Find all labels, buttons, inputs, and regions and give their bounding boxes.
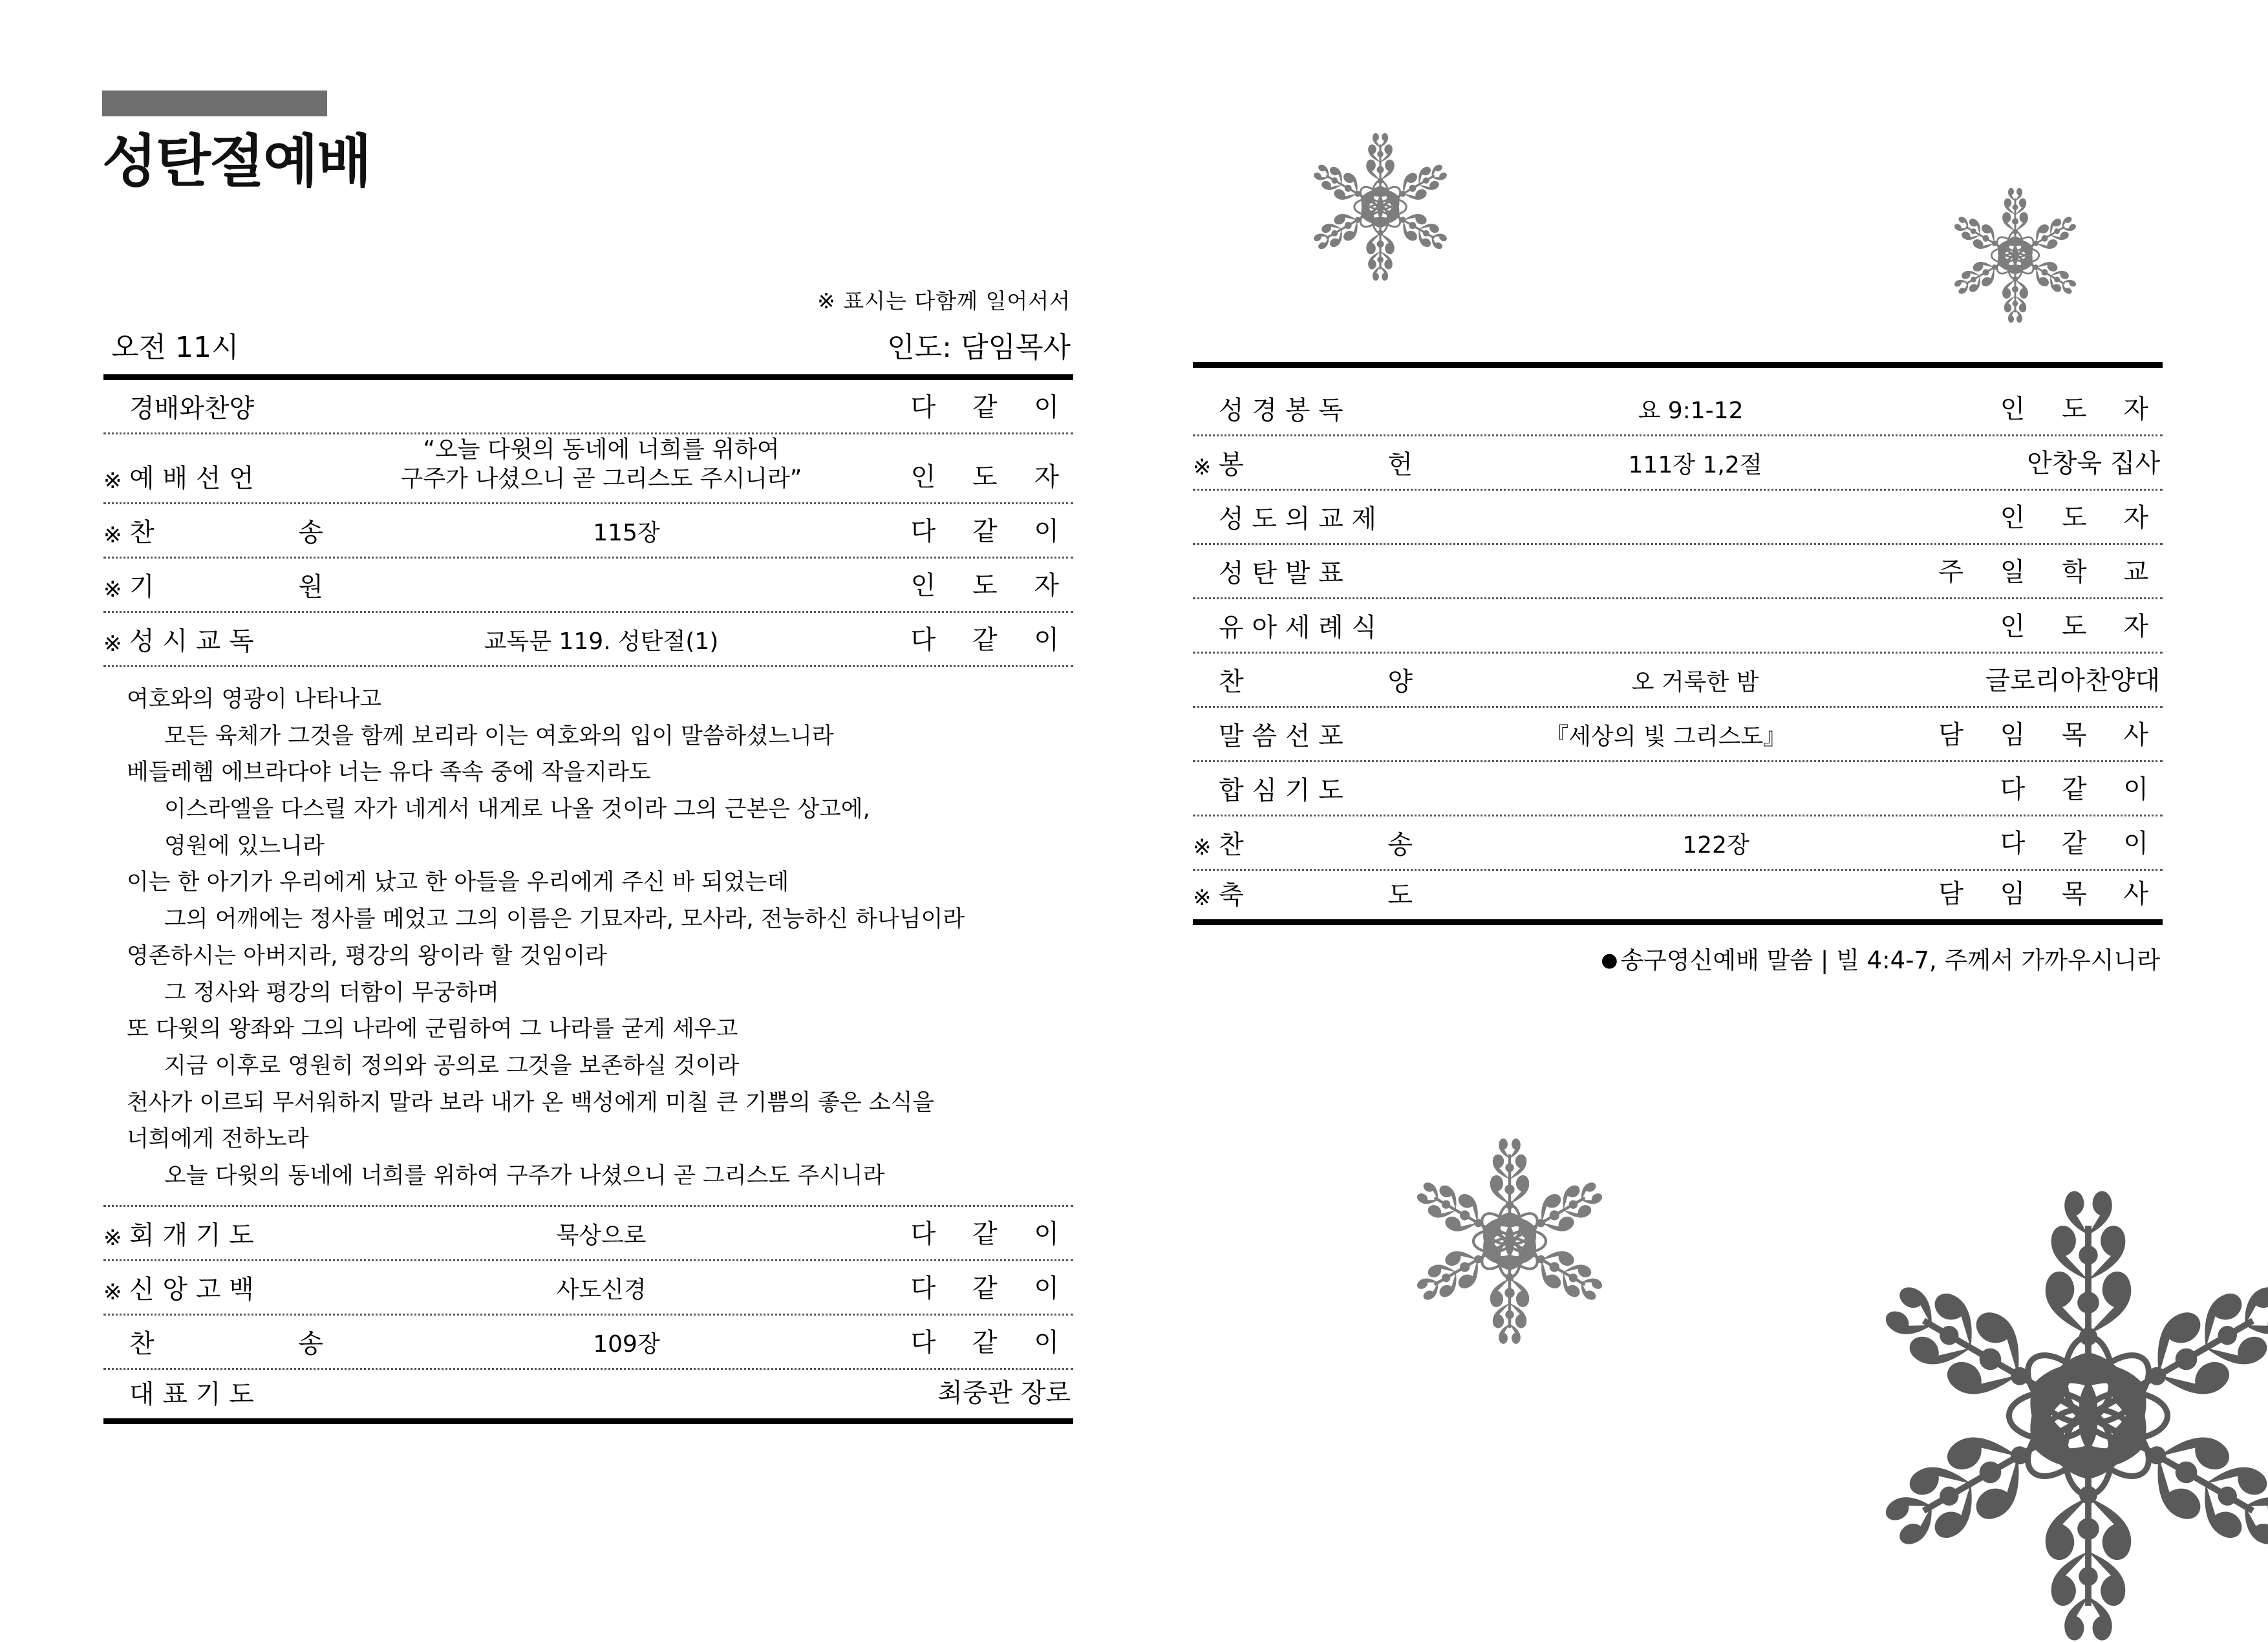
order-row: [103, 1261, 1073, 1316]
standing-star: ※: [103, 522, 122, 548]
standing-star: [103, 422, 129, 429]
service-header: [103, 324, 1073, 380]
order-person: 다 같 이: [910, 1327, 1073, 1358]
order-person: 글로리아찬양대: [1985, 666, 2160, 696]
order-label: 합 심 기 도: [1219, 776, 1343, 805]
order-label: [1219, 830, 1463, 865]
order-detail: 묵상으로: [556, 1222, 647, 1249]
standing-note: ※ 표시는 다함께 일어서서: [817, 288, 1071, 314]
service-time: 오전 11시: [111, 331, 239, 364]
order-person: 인 도 자: [2000, 503, 2163, 533]
order-label: 기 원: [129, 572, 323, 602]
order-person: 담 임 목 사: [1938, 720, 2163, 750]
standing-star: [1193, 804, 1219, 811]
order-detail: [1413, 534, 1988, 539]
reading-line-people: 이스라엘을 다스릴 자가 네게서 내게로 나올 것이라 그의 근본은 상고에,: [164, 796, 870, 823]
order-person: 인 도 자: [910, 571, 1073, 601]
order-person: 담 임 목 사: [1938, 879, 2163, 909]
order-row: [103, 559, 1073, 613]
standing-star: ※: [103, 631, 122, 657]
title-block: [102, 91, 371, 195]
order-detail: [1463, 910, 1938, 915]
standing-star: [103, 1358, 129, 1364]
standing-star: [1193, 641, 1219, 648]
order-label-part: 축: [1219, 880, 1244, 910]
declaration-line-2: 구주가 나셨으니 곧 그리스도 주시니라”: [400, 465, 802, 492]
order-detail: 교독문 119. 성탄절(1): [484, 628, 719, 655]
order-row: [1193, 436, 2163, 491]
order-label: 성 경 봉 독: [1219, 396, 1343, 425]
order-detail: 요 9:1-12: [1638, 398, 1744, 424]
standing-star: ※: [103, 1279, 122, 1305]
order-row: [103, 1207, 1073, 1261]
order-person: 다 같 이: [910, 625, 1073, 655]
standing-star: [1193, 696, 1219, 702]
order-row: [103, 1370, 1073, 1424]
bullet-icon: ●: [1601, 949, 1618, 972]
snowflake-icon: [1862, 1189, 2268, 1642]
order-person: 다 같 이: [910, 392, 1073, 422]
order-detail: [323, 435, 899, 498]
reading-line-leader: 이는 한 아기가 우리에게 났고 한 아들을 우리에게 주신 바 되었는데: [127, 869, 789, 896]
reading-line-people: 그 정사와 평강의 더함이 무궁하며: [164, 979, 499, 1006]
order-label: 경배와찬양: [129, 394, 255, 423]
order-row: [1193, 871, 2163, 925]
reading-line-people: 모든 육체가 그것을 함께 보리라 이는 여호와의 입이 말씀하셨느니라: [164, 723, 834, 749]
order-row: [1193, 382, 2163, 436]
order-detail: [1413, 805, 1988, 811]
snowflake-icon: [1947, 187, 2083, 323]
reading-line-people: 영원에 있느니라: [164, 833, 325, 859]
reading-line-leader: 천사가 이르되 무서워하지 말라 보라 내가 온 백성에게 미칠 큰 기쁨의 좋은 소식을: [127, 1089, 935, 1116]
order-label: [1219, 667, 1463, 702]
order-label-part: 헌: [1387, 450, 1413, 480]
reading-line-leader: 여호와의 영광이 나타나고: [127, 687, 382, 712]
order-label: [1219, 450, 1463, 485]
page-title: 성탄절예배: [102, 128, 371, 195]
standing-star: [103, 1408, 129, 1414]
order-detail: [1413, 643, 1988, 648]
left-column: [103, 284, 1073, 1424]
order-row: [103, 613, 1073, 667]
order-label: 성 탄 발 표: [1219, 559, 1343, 588]
standing-star: ※: [103, 468, 122, 494]
order-label: 성 시 교 독: [129, 626, 254, 656]
order-label-part: 송: [1387, 830, 1413, 860]
order-detail: 111장 1,2절: [1628, 452, 1762, 478]
order-label: [1219, 880, 1463, 915]
order-label-part: 도: [1387, 880, 1413, 910]
order-person: 다 같 이: [910, 1273, 1073, 1303]
standing-star: ※: [1193, 885, 1212, 911]
standing-star: [1193, 424, 1219, 431]
order-label: 대 표 기 도: [129, 1379, 254, 1409]
order-person: 인 도 자: [910, 462, 1073, 492]
order-person: 다 같 이: [910, 517, 1073, 546]
order-label: 말 씀 선 포: [1219, 721, 1343, 751]
reading-line-leader: 너희에게 전하노라: [127, 1126, 309, 1153]
order-person: 인 도 자: [2000, 394, 2163, 424]
order-row: [1193, 599, 2163, 654]
order-row: [103, 504, 1073, 559]
order-row: [1193, 708, 2163, 762]
order-detail: 『세상의 빛 그리스도』: [1545, 723, 1787, 750]
responsive-reading: [103, 667, 1073, 1207]
title-accent-bar: [102, 91, 327, 116]
order-person: 주 일 학 교: [1938, 557, 2163, 587]
reading-line-people: 지금 이후로 영원히 정의와 공의로 그것을 보존하실 것이라: [164, 1052, 740, 1079]
order-detail: 115장: [593, 520, 660, 546]
standing-star: [1193, 587, 1219, 593]
order-detail: 109장: [593, 1330, 660, 1358]
order-detail: [1413, 588, 1938, 593]
standing-star: ※: [1193, 835, 1212, 860]
order-person: 다 같 이: [910, 1219, 1073, 1249]
reading-line-leader: 또 다윗의 왕좌와 그의 나라에 군림하여 그 나라를 굳게 세우고: [127, 1016, 738, 1043]
reading-line-leader: 베들레헴 에브라다야 너는 유다 족속 중에 작을지라도: [127, 760, 651, 786]
order-row: [1193, 491, 2163, 545]
order-detail: 122장: [1682, 832, 1749, 858]
order-detail: [374, 602, 899, 607]
order-label: 유 아 세 례 식: [1219, 613, 1377, 643]
order-detail: [323, 1409, 896, 1414]
standing-star: ※: [1193, 454, 1212, 480]
order-person: 다 같 이: [2000, 774, 2163, 804]
standing-star: [1193, 533, 1219, 539]
order-row: [1193, 762, 2163, 816]
standing-star: ※: [103, 1224, 122, 1251]
order-label: 예 배 선 언: [129, 464, 254, 493]
reading-line-leader: 영존하시는 아버지라, 평강의 왕이라 할 것임이라: [127, 943, 607, 969]
order-person: 다 같 이: [2000, 829, 2163, 858]
order-person: 인 도 자: [2000, 612, 2163, 641]
order-detail: 사도신경: [556, 1276, 647, 1303]
standing-star: [1193, 750, 1219, 756]
reading-line-people: 그의 어깨에는 정사를 메었고 그의 이름은 기묘자라, 모사라, 전능하신 하나님이라: [164, 906, 965, 933]
order-label-part: 봉: [1219, 450, 1244, 480]
order-row: [103, 434, 1073, 504]
order-label-part: 양: [1387, 667, 1413, 697]
declaration-line-1: “오늘 다윗의 동네에 너희를 위하여: [423, 436, 780, 463]
right-top-rule: [1193, 362, 2163, 368]
order-label-part: 찬: [1219, 830, 1244, 860]
order-person: 최중관 장로: [937, 1378, 1071, 1408]
snowflake-icon: [1406, 1138, 1613, 1345]
order-row: [103, 380, 1073, 434]
standing-star: ※: [103, 577, 122, 602]
snowflake-icon: [1306, 133, 1455, 281]
order-label: 찬 송: [129, 1328, 323, 1359]
reading-line-people: 오늘 다윗의 동네에 너희를 위하여 구주가 나셨으니 곧 그리스도 주시니라: [164, 1162, 885, 1189]
order-label: 찬 송: [129, 518, 323, 548]
footer-note: [1193, 925, 2163, 976]
order-row: [1193, 816, 2163, 871]
order-label: 신 앙 고 백: [129, 1274, 254, 1305]
right-column: [1193, 362, 2163, 976]
order-detail: [323, 423, 899, 429]
order-label-part: 찬: [1219, 667, 1244, 697]
order-detail: 오 거룩한 밤: [1631, 669, 1759, 696]
order-row: [1193, 545, 2163, 599]
order-person: 안창욱 집사: [2027, 449, 2160, 478]
order-row: [1193, 654, 2163, 708]
service-leader: 인도: 담임목사: [887, 331, 1071, 364]
order-label: 성 도 의 교 제: [1219, 504, 1377, 534]
footer-note-text: 송구영신예배 말씀 | 빌 4:4-7, 주께서 가까우시니라: [1620, 946, 2160, 974]
order-row: [103, 1316, 1073, 1370]
order-label: 회 개 기 도: [129, 1220, 254, 1250]
right-order-list: [1193, 382, 2163, 925]
